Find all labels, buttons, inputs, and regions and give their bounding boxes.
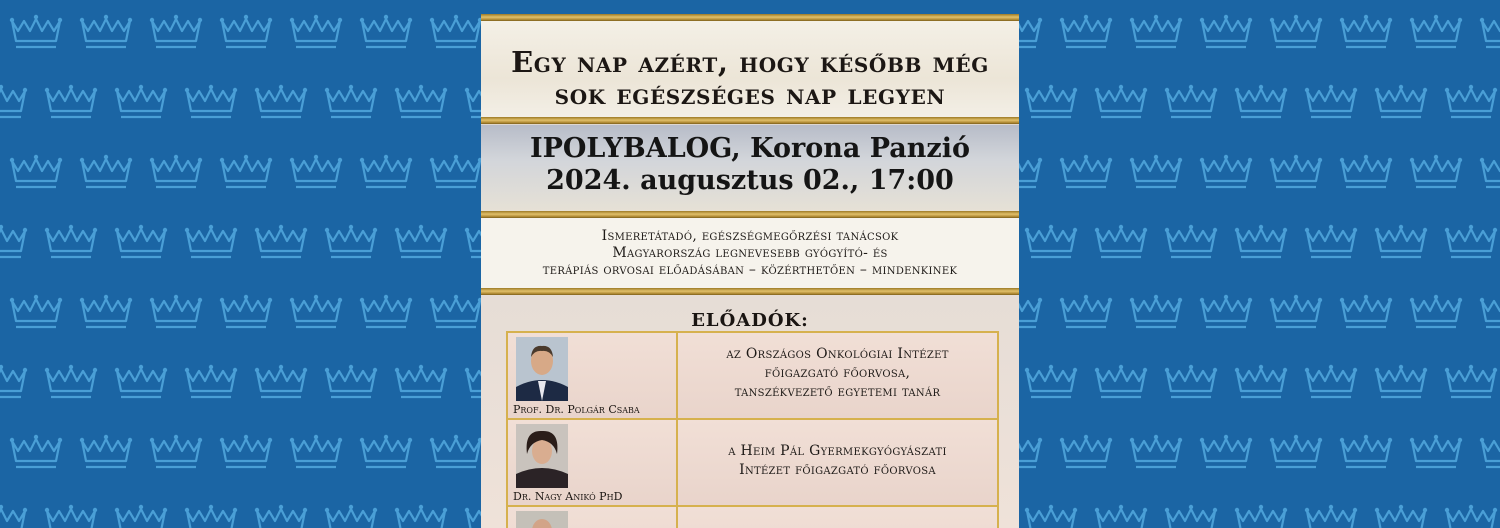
- crown-icon: [1305, 225, 1357, 257]
- location-band: [481, 125, 1019, 211]
- gold-divider: [481, 14, 1019, 21]
- crown-icon: [1305, 505, 1357, 528]
- speaker-info-line: főigazgató főorvosa,: [764, 365, 911, 381]
- event-location: IPOLYBALOG, Korona Panzió: [529, 133, 971, 164]
- speaker-name: Prof. Dr. Polgár Csaba: [513, 403, 640, 416]
- crown-icon: [1095, 365, 1147, 397]
- crown-icon: [45, 365, 97, 397]
- crown-icon: [325, 85, 377, 117]
- crown-icon: [1060, 435, 1112, 467]
- gold-divider: [481, 211, 1019, 218]
- crown-icon: [1095, 225, 1147, 257]
- crown-icon: [1060, 15, 1112, 47]
- crown-icon: [220, 295, 272, 327]
- crown-icon: [1235, 85, 1287, 117]
- crown-icon: [150, 435, 202, 467]
- crown-icon: [1445, 505, 1497, 528]
- crown-icon: [220, 155, 272, 187]
- crown-icon: [395, 225, 447, 257]
- crown-icon: [255, 85, 307, 117]
- crown-icon: [80, 155, 132, 187]
- crown-icon: [115, 85, 167, 117]
- crown-icon: [1305, 365, 1357, 397]
- crown-icon: [1235, 505, 1287, 528]
- description-line-2: Magyarország legnevesebb gyógyító- és: [612, 245, 888, 261]
- crown-icon: [150, 155, 202, 187]
- speaker-photo-cell: [508, 333, 678, 418]
- crown-icon: [1410, 295, 1462, 327]
- crown-icon: [185, 85, 237, 117]
- crown-icon: [1095, 505, 1147, 528]
- crown-icon: [1060, 295, 1112, 327]
- speaker-info: [678, 333, 997, 418]
- crown-icon: [10, 435, 62, 467]
- crown-icon: [1025, 505, 1077, 528]
- gold-divider: [481, 288, 1019, 295]
- crown-icon: [1410, 435, 1462, 467]
- crown-icon: [10, 295, 62, 327]
- crown-icon: [185, 225, 237, 257]
- crown-icon: [1270, 15, 1322, 47]
- crown-icon: [1445, 85, 1497, 117]
- crown-icon: [1165, 365, 1217, 397]
- title-line-2: sok egészséges nap legyen: [554, 77, 946, 111]
- crown-icon: [80, 15, 132, 47]
- crown-icon: [185, 365, 237, 397]
- crown-icon: [1270, 155, 1322, 187]
- crown-icon: [325, 365, 377, 397]
- crown-icon: [1340, 15, 1392, 47]
- crown-icon: [80, 295, 132, 327]
- crown-icon: [1165, 225, 1217, 257]
- crown-icon: [1375, 225, 1427, 257]
- crown-icon: [1200, 155, 1252, 187]
- speaker-photo: [516, 511, 568, 528]
- crown-icon: [1095, 85, 1147, 117]
- crown-icon: [395, 365, 447, 397]
- speaker-info-line: az Országos Onkológiai Intézet: [726, 346, 949, 362]
- crown-icon: [430, 15, 482, 47]
- speakers-heading: ELŐADÓK:: [691, 310, 809, 331]
- crown-icon: [360, 155, 412, 187]
- title-band: [481, 21, 1019, 117]
- crown-icon: [1375, 85, 1427, 117]
- description-line-1: Ismeretátadó, egészségmegőrzési tanácsok: [601, 228, 899, 244]
- speaker-info-line: tanszékvezető egyetemi tanár: [734, 384, 941, 400]
- crown-icon: [360, 435, 412, 467]
- crown-icon: [1025, 85, 1077, 117]
- crown-icon: [1270, 435, 1322, 467]
- crown-icon: [1235, 365, 1287, 397]
- crown-icon: [0, 365, 27, 397]
- crown-icon: [150, 15, 202, 47]
- crown-icon: [255, 505, 307, 528]
- crown-icon: [220, 15, 272, 47]
- crown-icon: [45, 505, 97, 528]
- crown-icon: [80, 435, 132, 467]
- crown-icon: [1025, 225, 1077, 257]
- event-datetime: 2024. augusztus 02., 17:00: [546, 165, 954, 196]
- crown-icon: [1200, 295, 1252, 327]
- crown-icon: [0, 225, 27, 257]
- crown-icon: [1165, 85, 1217, 117]
- crown-icon: [1305, 85, 1357, 117]
- speaker-info-line: Intézet főigazgató főorvosa: [739, 462, 936, 478]
- crown-icon: [1270, 295, 1322, 327]
- crown-icon: [1480, 155, 1500, 187]
- crown-icon: [150, 295, 202, 327]
- gold-divider: [481, 117, 1019, 124]
- speaker-photo-cell: [508, 507, 678, 528]
- crown-icon: [255, 365, 307, 397]
- crown-icon: [115, 225, 167, 257]
- description-band: [481, 218, 1019, 288]
- crown-icon: [1130, 295, 1182, 327]
- crown-icon: [430, 295, 482, 327]
- speaker-info: [678, 420, 997, 505]
- crown-icon: [1130, 15, 1182, 47]
- crown-icon: [1410, 15, 1462, 47]
- crown-icon: [45, 85, 97, 117]
- crown-icon: [1445, 225, 1497, 257]
- crown-icon: [10, 155, 62, 187]
- crown-icon: [115, 505, 167, 528]
- crown-icon: [1480, 295, 1500, 327]
- crown-icon: [430, 155, 482, 187]
- crown-icon: [0, 505, 27, 528]
- crown-icon: [1235, 225, 1287, 257]
- title-line-1: Egy nap azért, hogy később még: [511, 45, 989, 79]
- crown-icon: [1445, 365, 1497, 397]
- crown-icon: [1165, 505, 1217, 528]
- speaker-photo-cell: [508, 420, 678, 505]
- crown-icon: [325, 505, 377, 528]
- speaker-row: [506, 331, 999, 420]
- crown-icon: [360, 15, 412, 47]
- crown-icon: [325, 225, 377, 257]
- speaker-photo: [516, 424, 568, 488]
- crown-icon: [395, 505, 447, 528]
- speaker-name: Dr. Nagy Anikó PhD: [513, 490, 623, 503]
- crown-icon: [1060, 155, 1112, 187]
- crown-icon: [290, 295, 342, 327]
- crown-icon: [1375, 365, 1427, 397]
- crown-icon: [1130, 155, 1182, 187]
- crown-icon: [185, 505, 237, 528]
- crown-icon: [1130, 435, 1182, 467]
- speaker-row: [506, 418, 999, 507]
- crown-icon: [430, 435, 482, 467]
- description-line-3: terápiás orvosai előadásában – közérthetően – mindenkinek: [542, 262, 958, 278]
- crown-icon: [255, 225, 307, 257]
- crown-icon: [115, 365, 167, 397]
- crown-icon: [10, 15, 62, 47]
- crown-icon: [1480, 435, 1500, 467]
- crown-icon: [0, 85, 27, 117]
- crown-icon: [45, 225, 97, 257]
- crown-icon: [1200, 435, 1252, 467]
- crown-icon: [220, 435, 272, 467]
- crown-icon: [1375, 505, 1427, 528]
- speaker-info-line: a Heim Pál Gyermekgyógyászati: [728, 443, 947, 459]
- crown-icon: [1410, 155, 1462, 187]
- crown-icon: [290, 435, 342, 467]
- crown-icon: [290, 155, 342, 187]
- speaker-row: [506, 505, 999, 528]
- crown-icon: [360, 295, 412, 327]
- crown-icon: [1340, 295, 1392, 327]
- crown-icon: [1340, 155, 1392, 187]
- crown-icon: [1025, 365, 1077, 397]
- crown-icon: [1340, 435, 1392, 467]
- event-poster: [481, 14, 1019, 528]
- crown-icon: [1480, 15, 1500, 47]
- crown-icon: [395, 85, 447, 117]
- crown-icon: [290, 15, 342, 47]
- crown-icon: [1200, 15, 1252, 47]
- speaker-photo: [516, 337, 568, 401]
